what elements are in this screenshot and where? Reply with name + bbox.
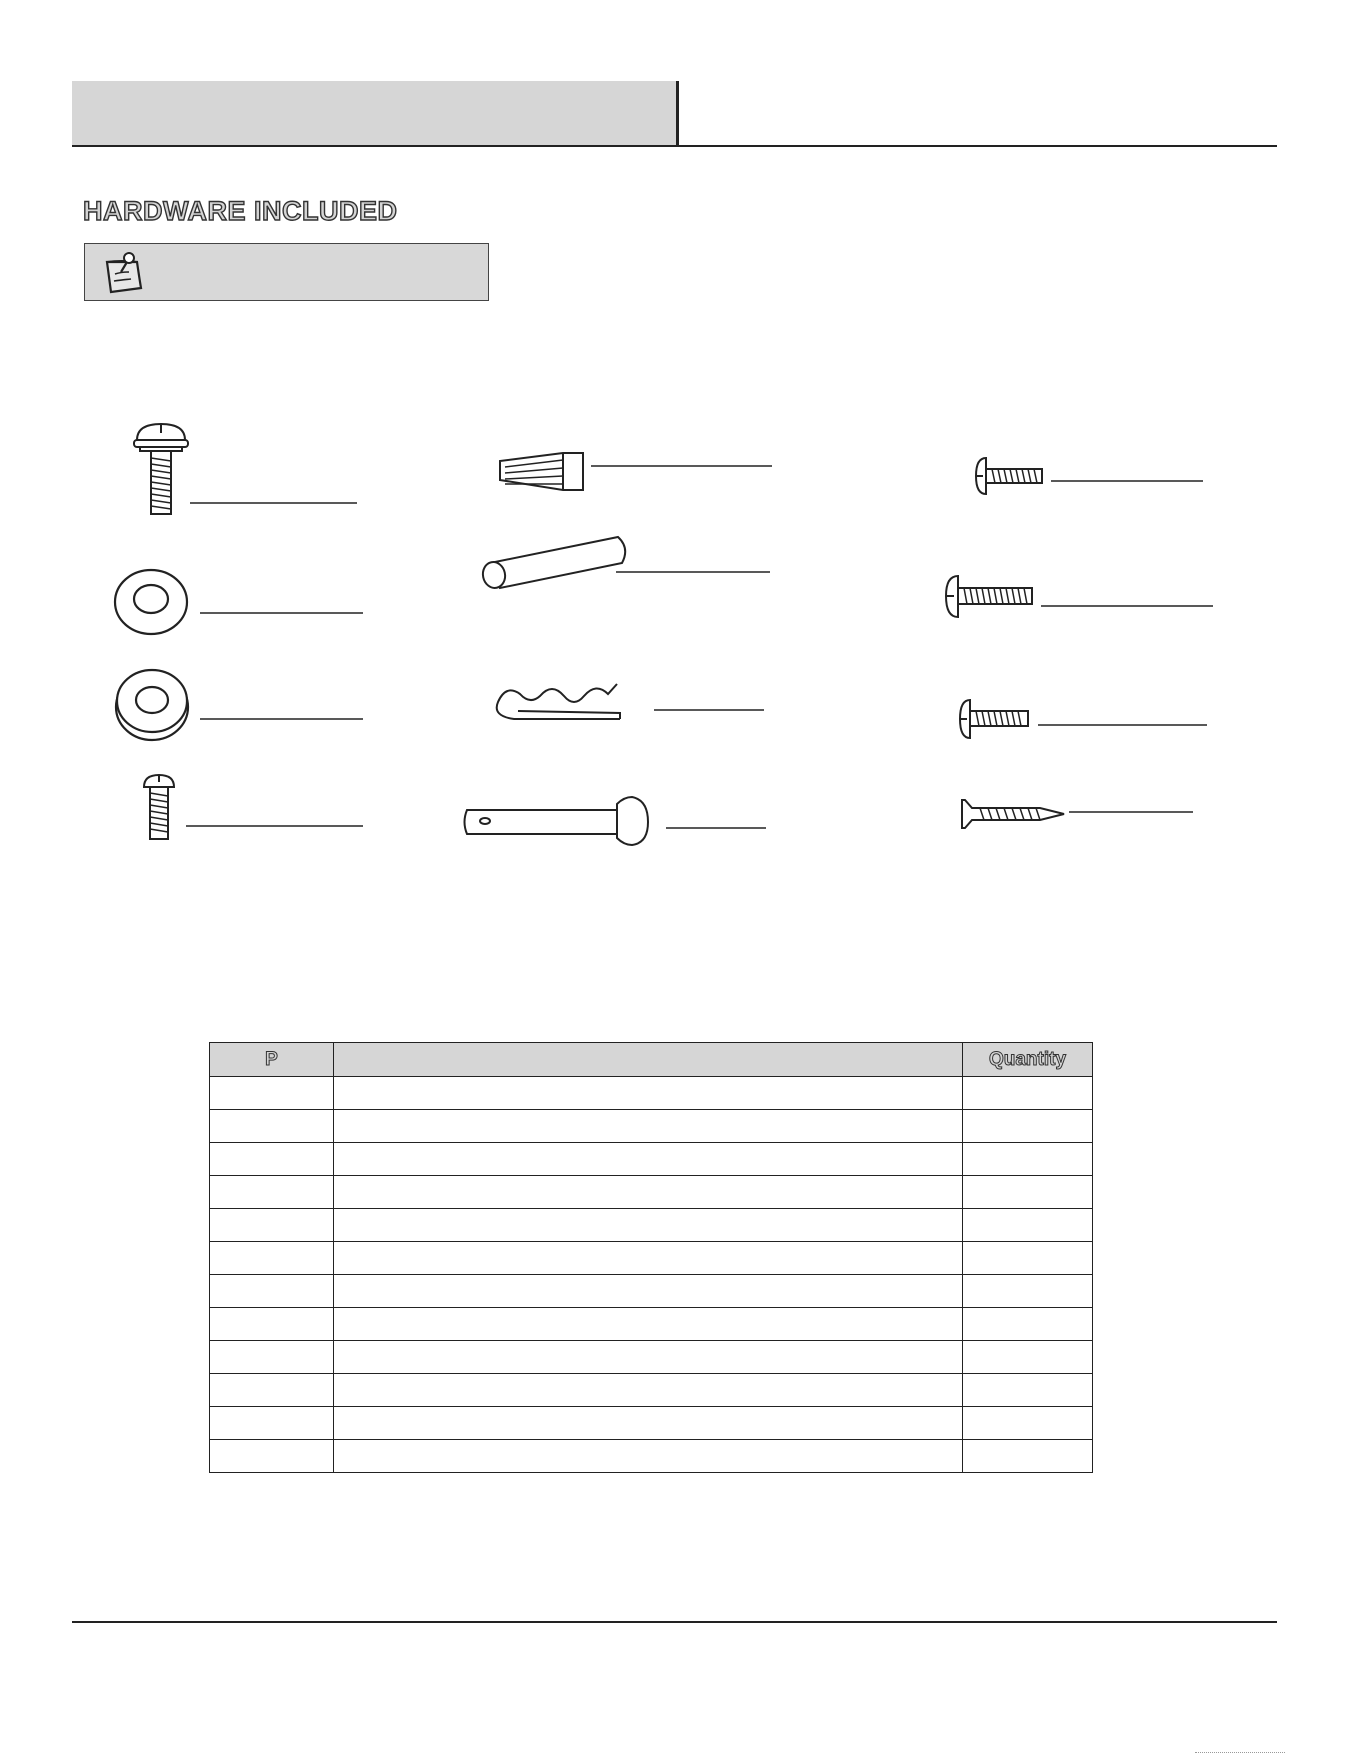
description-cell [334, 1407, 963, 1440]
flat-washer-icon [115, 570, 363, 634]
table-row [210, 1176, 1093, 1209]
quantity-cell [963, 1176, 1093, 1209]
corner-scan-mark [1195, 1752, 1285, 1755]
part-cell [210, 1077, 334, 1110]
part-cell [210, 1176, 334, 1209]
description-cell [334, 1110, 963, 1143]
table-row [210, 1308, 1093, 1341]
table-row [210, 1374, 1093, 1407]
short-machine-screw-icon [144, 775, 363, 839]
quantity-cell [963, 1110, 1093, 1143]
description-cell [334, 1143, 963, 1176]
quantity-cell [963, 1209, 1093, 1242]
part-cell [210, 1143, 334, 1176]
small-screw-icon [976, 458, 1203, 494]
part-cell [210, 1407, 334, 1440]
description-cell [334, 1176, 963, 1209]
part-cell [210, 1440, 334, 1473]
machine-screw-with-lock-washer-icon [134, 424, 357, 514]
part-cell [210, 1308, 334, 1341]
rubber-washer-icon [116, 670, 363, 740]
part-cell [210, 1341, 334, 1374]
quantity-cell [963, 1275, 1093, 1308]
description-cell [334, 1242, 963, 1275]
part-cell [210, 1209, 334, 1242]
quantity-cell [963, 1374, 1093, 1407]
table-header-row [210, 1043, 1093, 1077]
part-cell [210, 1275, 334, 1308]
quantity-cell [963, 1242, 1093, 1275]
table-row [210, 1110, 1093, 1143]
description-cell [334, 1440, 963, 1473]
table-row [210, 1341, 1093, 1374]
medium-screw-icon [960, 700, 1207, 738]
quantity-cell [963, 1143, 1093, 1176]
wire-connector-icon [500, 453, 772, 490]
quantity-column-header: Quantity [963, 1043, 1093, 1077]
long-screw-icon [946, 576, 1213, 617]
pin-rod-icon [481, 537, 770, 590]
description-column-header [334, 1043, 963, 1077]
table-row [210, 1440, 1093, 1473]
section-title: HARDWARE INCLUDED [83, 196, 398, 226]
part-cell [210, 1110, 334, 1143]
description-cell [334, 1374, 963, 1407]
wood-screw-icon [962, 800, 1193, 828]
description-cell [334, 1209, 963, 1242]
description-cell [334, 1275, 963, 1308]
part-column-header: P [210, 1043, 334, 1077]
table-row [210, 1143, 1093, 1176]
clevis-pin-icon [465, 797, 767, 845]
description-cell [334, 1308, 963, 1341]
table-row [210, 1242, 1093, 1275]
table-row [210, 1275, 1093, 1308]
part-cell [210, 1374, 334, 1407]
table-row [210, 1407, 1093, 1440]
hairpin-clip-icon [497, 684, 764, 719]
table-row [210, 1077, 1093, 1110]
quantity-cell [963, 1077, 1093, 1110]
quantity-cell [963, 1308, 1093, 1341]
table-row [210, 1209, 1093, 1242]
quantity-cell [963, 1440, 1093, 1473]
description-cell [334, 1077, 963, 1110]
part-cell [210, 1242, 334, 1275]
description-cell [334, 1341, 963, 1374]
footer-divider [72, 1621, 1277, 1623]
quantity-cell [963, 1341, 1093, 1374]
hardware-parts-table [209, 1042, 1093, 1473]
quantity-cell [963, 1407, 1093, 1440]
